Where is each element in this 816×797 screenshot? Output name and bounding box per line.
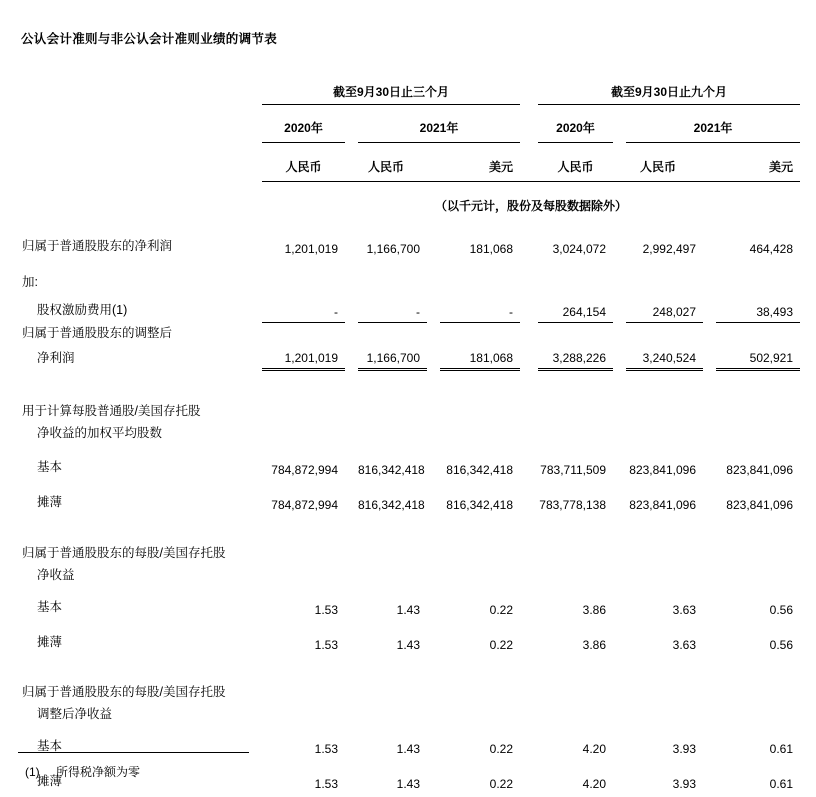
cell-value: 4.20 [582,742,607,756]
cell-value: 1,166,700 [366,242,420,256]
period-header-three-months: 截至9月30日止三个月 [262,78,520,105]
table-row-eps-label-1 [20,541,800,563]
cell-value: 3.93 [672,777,697,791]
cell-value: 181,068 [469,242,514,256]
cell-value: 816,342,418 [358,463,425,477]
table-row-eps-diluted [20,620,800,655]
cell-value: 823,841,096 [629,463,697,477]
cell-value: 783,711,509 [540,463,607,477]
cell-value: 1.43 [396,742,420,756]
table-row-share-based-compensation [20,295,800,323]
table-row-adj-eps-label-1 [20,680,800,702]
cell-value: 3.93 [672,742,697,756]
currency-header-rmb-4: 人民币 [613,143,703,182]
table-row-eps-label-2 [20,563,800,585]
row-label: 基本 [37,739,63,753]
cell-value: 4.20 [582,777,607,791]
footnote [25,763,140,780]
footnote-marker: (1) [25,765,40,779]
cell-value: 1,201,019 [284,242,338,256]
cell-value: 784,872,994 [271,498,338,512]
cell-value: 0.56 [769,603,794,617]
cell-value: 0.22 [489,742,514,756]
row-label: 摊薄 [37,635,63,649]
cell-value: 0.22 [489,638,514,652]
cell-value: 464,428 [749,242,794,256]
table-row-currency-headers [20,143,800,182]
row-label: 净收益的加权平均股数 [37,426,163,440]
cell-value: 1.43 [396,777,420,791]
cell-value: 2,992,497 [642,242,697,256]
row-label: 归属于普通股股东的净利润 [22,239,173,253]
spacer-row [20,655,800,680]
year-header-nm-2021: 2021年 [626,119,800,143]
cell-value: - [358,305,427,323]
table-row-wa-shares-label-1 [20,399,800,421]
page-title: 公认会计准则与非公认会计准则业绩的调节表 [21,32,278,46]
cell-value: 1,201,019 [262,351,345,371]
cell-value: 816,342,418 [358,498,425,512]
table-row-adjusted-net-income [20,343,800,371]
units-note: （以千元计，股份及每股数据除外） [435,199,628,213]
table-row-add [20,259,800,295]
cell-value: 264,154 [538,305,613,323]
cell-value: 1,166,700 [358,351,427,371]
currency-header-usd-2: 美元 [703,143,800,182]
cell-value: 783,778,138 [539,498,607,512]
cell-value: 3.63 [672,603,697,617]
currency-header-rmb-3: 人民币 [538,143,613,182]
cell-value: 181,068 [440,351,520,371]
spacer-row [20,371,800,399]
row-label: 基本 [37,460,63,474]
cell-value: 3.63 [672,638,697,652]
row-label: 净利润 [37,351,75,365]
cell-value: 823,841,096 [629,498,697,512]
cell-value: 3.86 [582,603,607,617]
footnote-text: 所得税净额为零 [56,765,141,779]
cell-value: 502,921 [716,351,800,371]
currency-header-rmb-1: 人民币 [262,143,345,182]
table-row-year-headers [20,105,800,143]
table-row-wa-shares-label-2 [20,421,800,443]
currency-header-usd-1: 美元 [427,143,520,182]
row-label: 加: [22,275,38,289]
row-label: 归属于普通股股东的每股/美国存托股 [22,546,226,560]
cell-value: 784,872,994 [271,463,338,477]
row-label: 调整后净收益 [37,707,113,721]
table-row-wa-shares-basic [20,443,800,480]
table-row-eps-basic [20,585,800,620]
row-label: 归属于普通股股东的每股/美国存托股 [22,685,226,699]
cell-value: 816,342,418 [446,498,514,512]
table-row-period-headers [20,78,800,105]
year-header-tm-2021: 2021年 [358,119,520,143]
cell-value: - [440,305,520,323]
cell-value: 38,493 [716,305,800,323]
cell-value: 0.61 [769,777,794,791]
cell-value: 0.22 [489,603,514,617]
spacer-row [20,515,800,541]
row-label: 归属于普通股股东的调整后 [22,326,173,340]
row-label: 摊薄 [37,495,63,509]
cell-value: 3.86 [582,638,607,652]
cell-value: 248,027 [626,305,703,323]
table-row-adjusted-label [20,323,800,343]
period-header-nine-months: 截至9月30日止九个月 [538,78,800,105]
cell-value: 1.43 [396,603,420,617]
cell-value: 1.53 [314,777,338,791]
row-label: 摊薄 [37,774,63,788]
row-label: 基本 [37,600,63,614]
cell-value: 0.22 [489,777,514,791]
cell-value: 1.43 [396,638,420,652]
cell-value: 0.56 [769,638,794,652]
table-row-wa-shares-diluted [20,480,800,515]
table-row-units-note [20,182,800,223]
table-row-adj-eps-basic [20,724,800,759]
cell-value: 1.53 [314,603,338,617]
year-header-tm-2020: 2020年 [262,105,345,143]
cell-value: - [262,305,345,323]
cell-value: 3,240,524 [626,351,703,371]
table-row-adj-eps-label-2 [20,702,800,724]
reconciliation-table [20,78,800,794]
cell-value: 0.61 [769,742,794,756]
cell-value: 1.53 [314,638,338,652]
footnote-divider [18,752,249,753]
cell-value: 3,024,072 [552,242,607,256]
row-label: 净收益 [37,568,75,582]
currency-header-rmb-2: 人民币 [345,143,427,182]
cell-value: 823,841,096 [726,498,794,512]
row-label: 股权激励费用(1) [37,303,128,317]
row-label: 用于计算每股普通股/美国存托股 [22,404,201,418]
year-header-nm-2020: 2020年 [538,105,613,143]
cell-value: 816,342,418 [446,463,514,477]
cell-value: 1.53 [314,742,338,756]
cell-value: 823,841,096 [726,463,794,477]
cell-value: 3,288,226 [538,351,613,371]
table-row-net-income [20,222,800,259]
